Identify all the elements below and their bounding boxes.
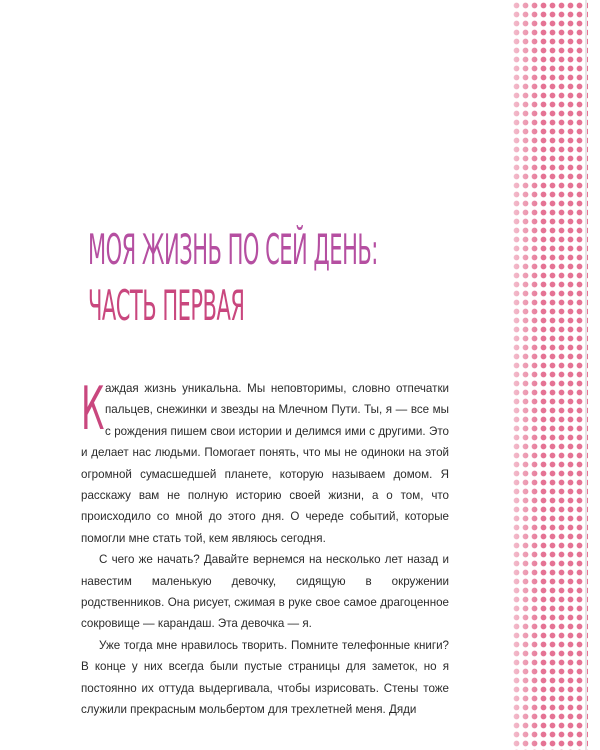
chapter-body xyxy=(81,374,449,721)
paragraph-3: Уже тогда мне нравилось творить. Помните телефонные книги? В конце у них всегда были пустые страницы для заметок, но я постоянно их оттуда выдергивала, чтобы изрисовать. Стены тоже служили прекрасным мольбертом для трехлетней меня. Дяди xyxy=(81,638,449,717)
page-edge xyxy=(585,0,587,750)
polka-dot-fade xyxy=(512,0,588,750)
chapter-title xyxy=(88,222,378,334)
chapter-title-line-1: МОЯ ЖИЗНЬ ПО СЕЙ ДЕНЬ: xyxy=(88,225,378,274)
paragraph-1 xyxy=(81,374,449,549)
chapter-title-line-2: ЧАСТЬ ПЕРВАЯ xyxy=(88,281,245,330)
drop-cap: К xyxy=(81,374,105,444)
paragraph-2: С чего же начать? Давайте вернемся на несколько лет назад и навестим маленькую девочку, сидящую в окружении родственников. Она рисует, сжимая в руке свое самое драгоценное сокровище — карандаш. Эта девочка — я. xyxy=(81,553,449,631)
paragraph-1-text: аждая жизнь уникальна. Мы неповторимы, словно отпечатки пальцев, снежинки и звезды на Млечном Пути. Ты, я — все мы с рождения пишем свои истории и делимся ими с другими. Это и делает нас людьми. Помогает понять, что мы не одиноки на этой огромной сумасшедшей планете, которую называем домом. Я расскажу вам не полную историю своей жизни, а о том, что происходило со мной до этого дня. О череде событий, которые помогли мне стать той, кем являюсь сегодня. xyxy=(81,382,449,545)
